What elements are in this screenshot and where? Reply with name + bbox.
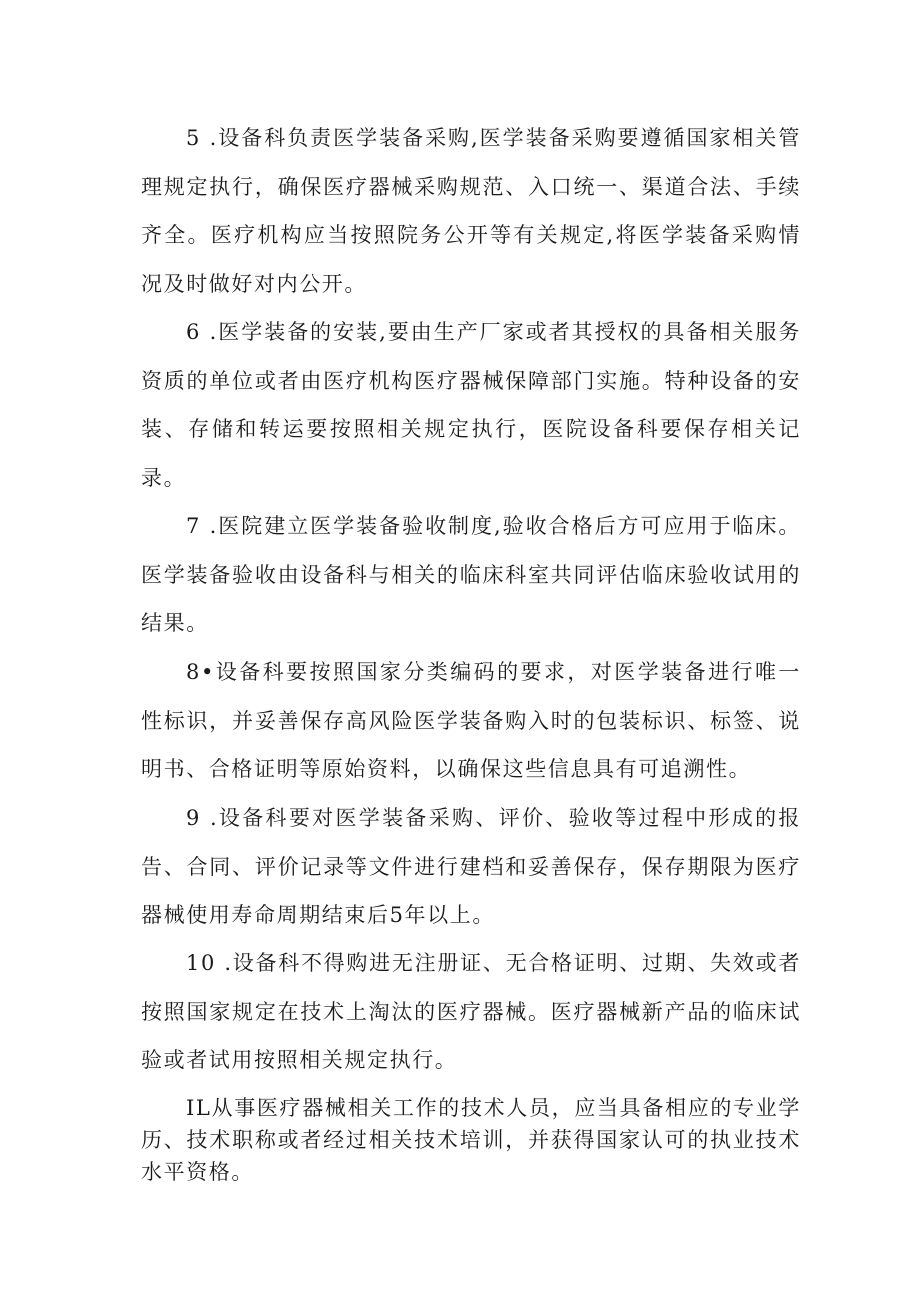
paragraph-item-10: 10 .设备科不得购进无注册证、无合格证明、过期、失效或者按照国家规定在技术上淘汰的医疗器械。医疗器械新产品的临床试验或者试用按照相关规定执行。 <box>141 951 801 1072</box>
paragraph-item-5: 5 .设备科负责医学装备采购,医学装备采购要遵循国家相关管理规定执行，确保医疗器械采购规范、入口统一、渠道合法、手续齐全。医疗机构应当按照院务公开等有关规定,将医学装备采购情况及时做好对内公开。 <box>141 126 801 296</box>
paragraph-item-11: IL从事医疗器械相关工作的技术人员，应当具备相应的专业学历、技术职称或者经过相关技术培训，并获得国家认可的执业技术水平资格。 <box>141 1096 801 1184</box>
paragraph-item-8: 8•设备科要按照国家分类编码的要求，对医学装备进行唯一性标识，并妥善保存高风险医学装备购入时的包装标识、标签、说明书、合格证明等原始资料，以确保这些信息具有可追溯性。 <box>141 660 801 781</box>
paragraph-item-7: 7 .医院建立医学装备验收制度,验收合格后方可应用于临床。医学装备验收由设备科与相关的临床科室共同评估临床验收试用的结果。 <box>141 514 801 635</box>
paragraph-item-6: 6 .医学装备的安装,要由生产厂家或者其授权的具备相关服务资质的单位或者由医疗机构医疗器械保障部门实施。特种设备的安装、存储和转运要按照相关规定执行，医院设备科要保存相关记录。 <box>141 320 801 490</box>
paragraph-item-9: 9 .设备科要对医学装备采购、评价、验收等过程中形成的报告、合同、评价记录等文件进行建档和妥善保存，保存期限为医疗器械使用寿命周期结束后5年以上。 <box>141 806 801 927</box>
